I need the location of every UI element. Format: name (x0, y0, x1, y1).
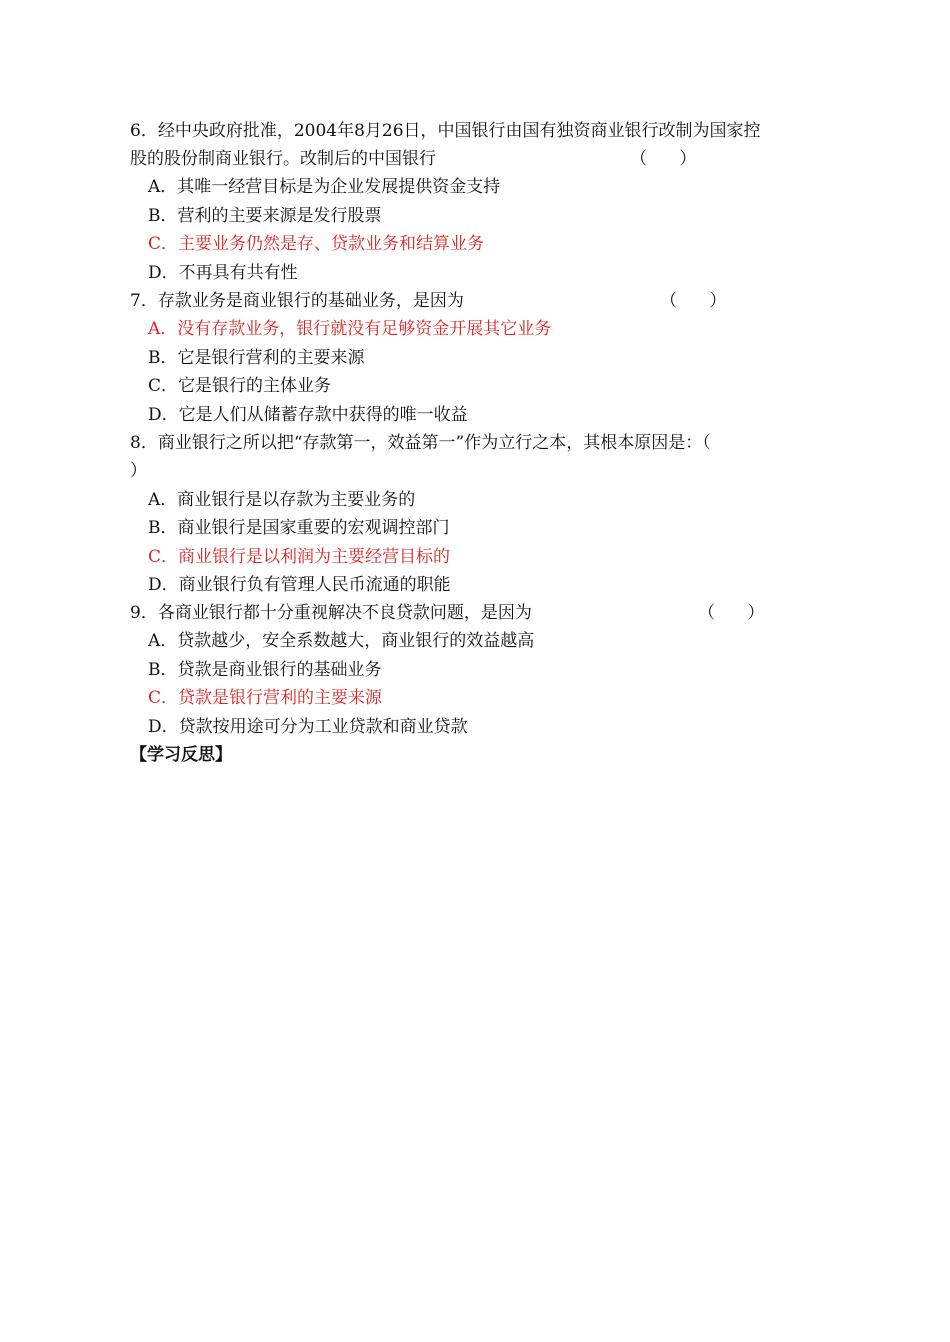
question-6-answer-blank: （ ） (630, 149, 697, 169)
question-7-answer-blank: （ ） (660, 291, 727, 311)
question-6-option-d: D．不再具有共有性 (148, 263, 298, 283)
question-9-option-b: B．贷款是商业银行的基础业务 (148, 660, 382, 680)
question-9-line-1: 9．各商业银行都十分重视解决不良贷款问题，是因为 (130, 603, 532, 623)
question-9-option-c: C．贷款是银行营利的主要来源 (148, 688, 383, 708)
question-7-option-d: D．它是人们从储蓄存款中获得的唯一收益 (148, 405, 468, 425)
question-8-option-d: D．商业银行负有管理人民币流通的职能 (148, 575, 451, 595)
question-7-option-a: A．没有存款业务，银行就没有足够资金开展其它业务 (148, 319, 552, 339)
question-8-option-c: C．商业银行是以利润为主要经营目标的 (148, 547, 451, 567)
question-9-answer-blank: （ ） (698, 603, 765, 623)
question-6-option-c: C．主要业务仍然是存、贷款业务和结算业务 (148, 234, 485, 254)
question-8-line-1: 8．商业银行之所以把“存款第一，效益第一”作为立行之本，其根本原因是：（ (130, 433, 711, 453)
question-7-line-1: 7．存款业务是商业银行的基础业务，是因为 (130, 291, 464, 311)
section-heading-reflection: 【学习反思】 (130, 745, 232, 765)
question-6-line-2: 股的股份制商业银行。改制后的中国银行 (130, 149, 436, 169)
question-6-line-1: 6．经中央政府批准，2004年8月26日，中国银行由国有独资商业银行改制为国家控 (130, 121, 761, 141)
question-8-line-2: ） (130, 461, 147, 481)
question-9-option-d: D．贷款按用途可分为工业贷款和商业贷款 (148, 717, 468, 737)
question-7-option-b: B．它是银行营利的主要来源 (148, 348, 365, 368)
question-8-option-b: B．商业银行是国家重要的宏观调控部门 (148, 518, 450, 538)
question-7-option-c: C．它是银行的主体业务 (148, 376, 332, 396)
question-8-option-a: A．商业银行是以存款为主要业务的 (148, 490, 416, 510)
question-9-option-a: A．贷款越少，安全系数越大，商业银行的效益越高 (148, 631, 535, 651)
question-6-option-a: A．其唯一经营目标是为企业发展提供资金支持 (148, 177, 501, 197)
question-6-option-b: B．营利的主要来源是发行股票 (148, 206, 382, 226)
